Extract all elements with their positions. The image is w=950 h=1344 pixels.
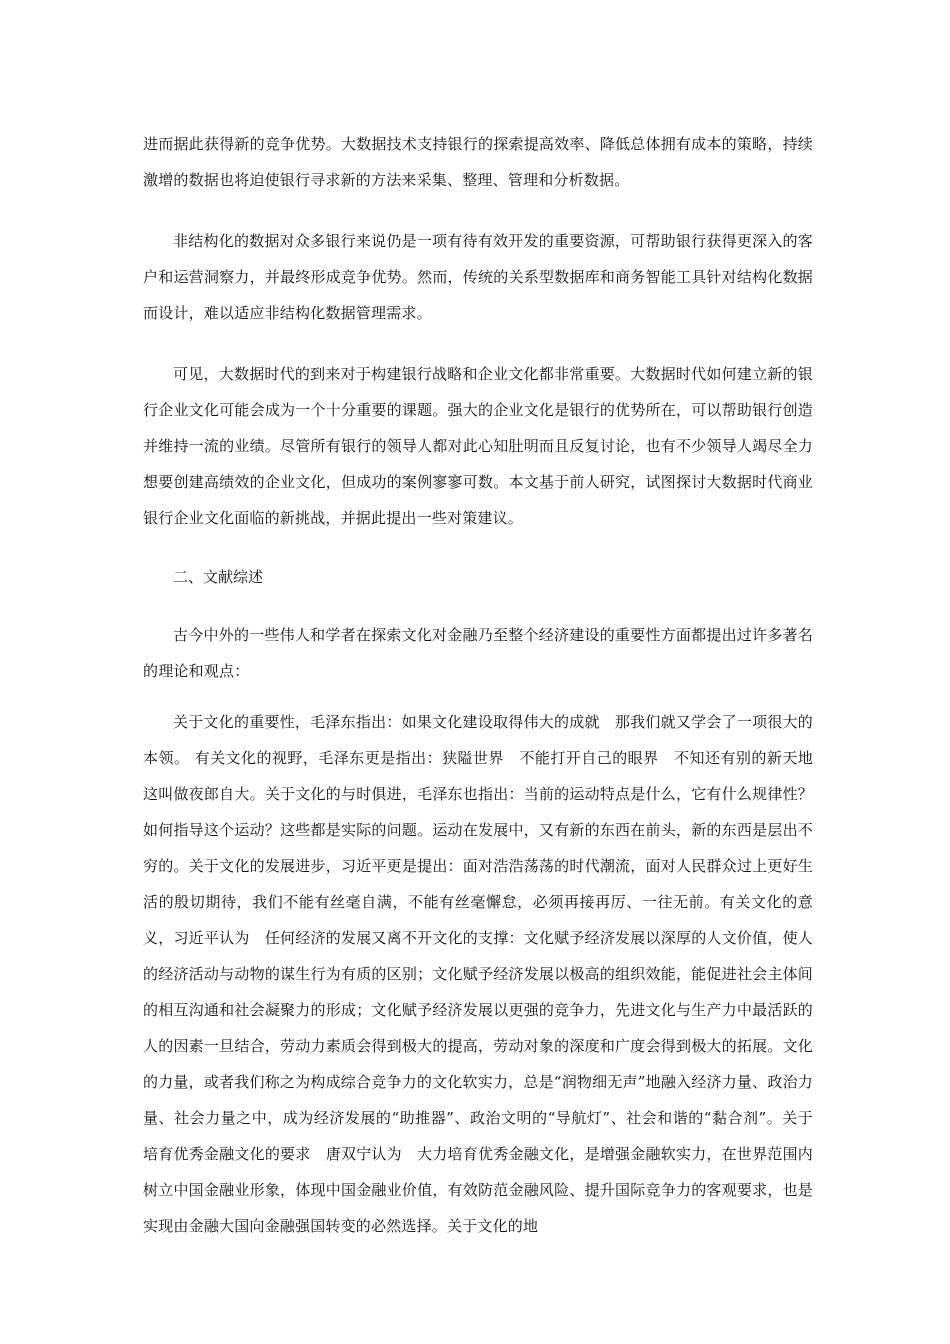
section-heading-literature-review: 二、文献综述 — [173, 568, 264, 586]
paragraph-unstructured-data: 非结构化的数据对众多银行来说仍是一项有待有效开发的重要资源，可帮助银行获得更深入的客户和运营洞察力，并最终形成竞争优势。然而，传统的关系型数据库和商务智能工具针对结构化数据而设计，难以适应非结构化数据管理需求。 — [143, 232, 813, 322]
paragraph-big-data-era: 可见，大数据时代的到来对于构建银行战略和企业文化都非常重要。大数据时代如何建立新的银行企业文化可能会成为一个十分重要的课题。强大的企业文化是银行的优势所在，可以帮助银行创造并维持一流的业绩。尽管所有银行的领导人都对此心知肚明而且反复讨论，也有不少领导人竭尽全力想要创建高绩效的企业文化，但成功的案例寥寥可数。本文基于前人研究，试图探讨大数据时代商业银行企业文化面临的新挑战，并据此提出一些对策建议。 — [143, 365, 813, 527]
paragraph-culture-importance: 关于文化的重要性，毛泽东指出：如果文化建设取得伟大的成就 那我们就又学会了一项很大的本领。 有关文化的视野，毛泽东更是指出：狭隘世界 不能打开自己的眼界 不知还有别的新天地 这叫做夜郎自大。关于文化的与时俱进，毛泽东也指出：当前的运动特点是什么，它有什么规律性？如何指导这个运动？这些都是实际的问题。运动在发展中，又有新的东西在前头，新的东西是层出不穷的。关于文化的发展进步，习近平更是提出：面对浩浩荡荡的时代潮流，面对人民群众过上更好生活的殷切期待，我们不能有丝毫自满，不能有丝毫懈怠，必须再接再厉、一往无前。有关文化的意义，习近平认为 任何经济的发展又离不开文化的支撑：文化赋予经济发展以深厚的人文价值，使人的经济活动与动物的谋生行为有质的区别；文化赋予经济发展以极高的组织效能，能促进社会主体间的相互沟通和社会凝聚力的形成；文化赋予经济发展以更强的竞争力，先进文化与生产力中最活跃的人的因素一旦结合，劳动力素质会得到极大的提高，劳动对象的深度和广度会得到极大的拓展。文化的力量，或者我们称之为构成综合竞争力的文化软实力，总是“润物细无声”地融入经济力量、政治力量、社会力量之中，成为经济发展的“助推器”、政治文明的“导航灯”、社会和谐的“黏合剂”。关于培育优秀金融文化的要求 唐双宁认为 大力培育优秀金融文化，是增强金融软实力，在世界范围内树立中国金融业形象，体现中国金融业价值，有效防范金融风险、提升国际竞争力的客观要求，也是实现由金融大国向金融强国转变的必然选择。关于文化的地 — [143, 713, 829, 1235]
paragraph-literature-intro: 古今中外的一些伟人和学者在探索文化对金融乃至整个经济建设的重要性方面都提出过许多著名的理论和观点： — [143, 626, 813, 680]
paragraph-continuation: 进而据此获得新的竞争优势。大数据技术支持银行的探索提高效率、降低总体拥有成本的策略，持续激增的数据也将迫使银行寻求新的方法来采集、整理、管理和分析数据。 — [143, 135, 813, 189]
